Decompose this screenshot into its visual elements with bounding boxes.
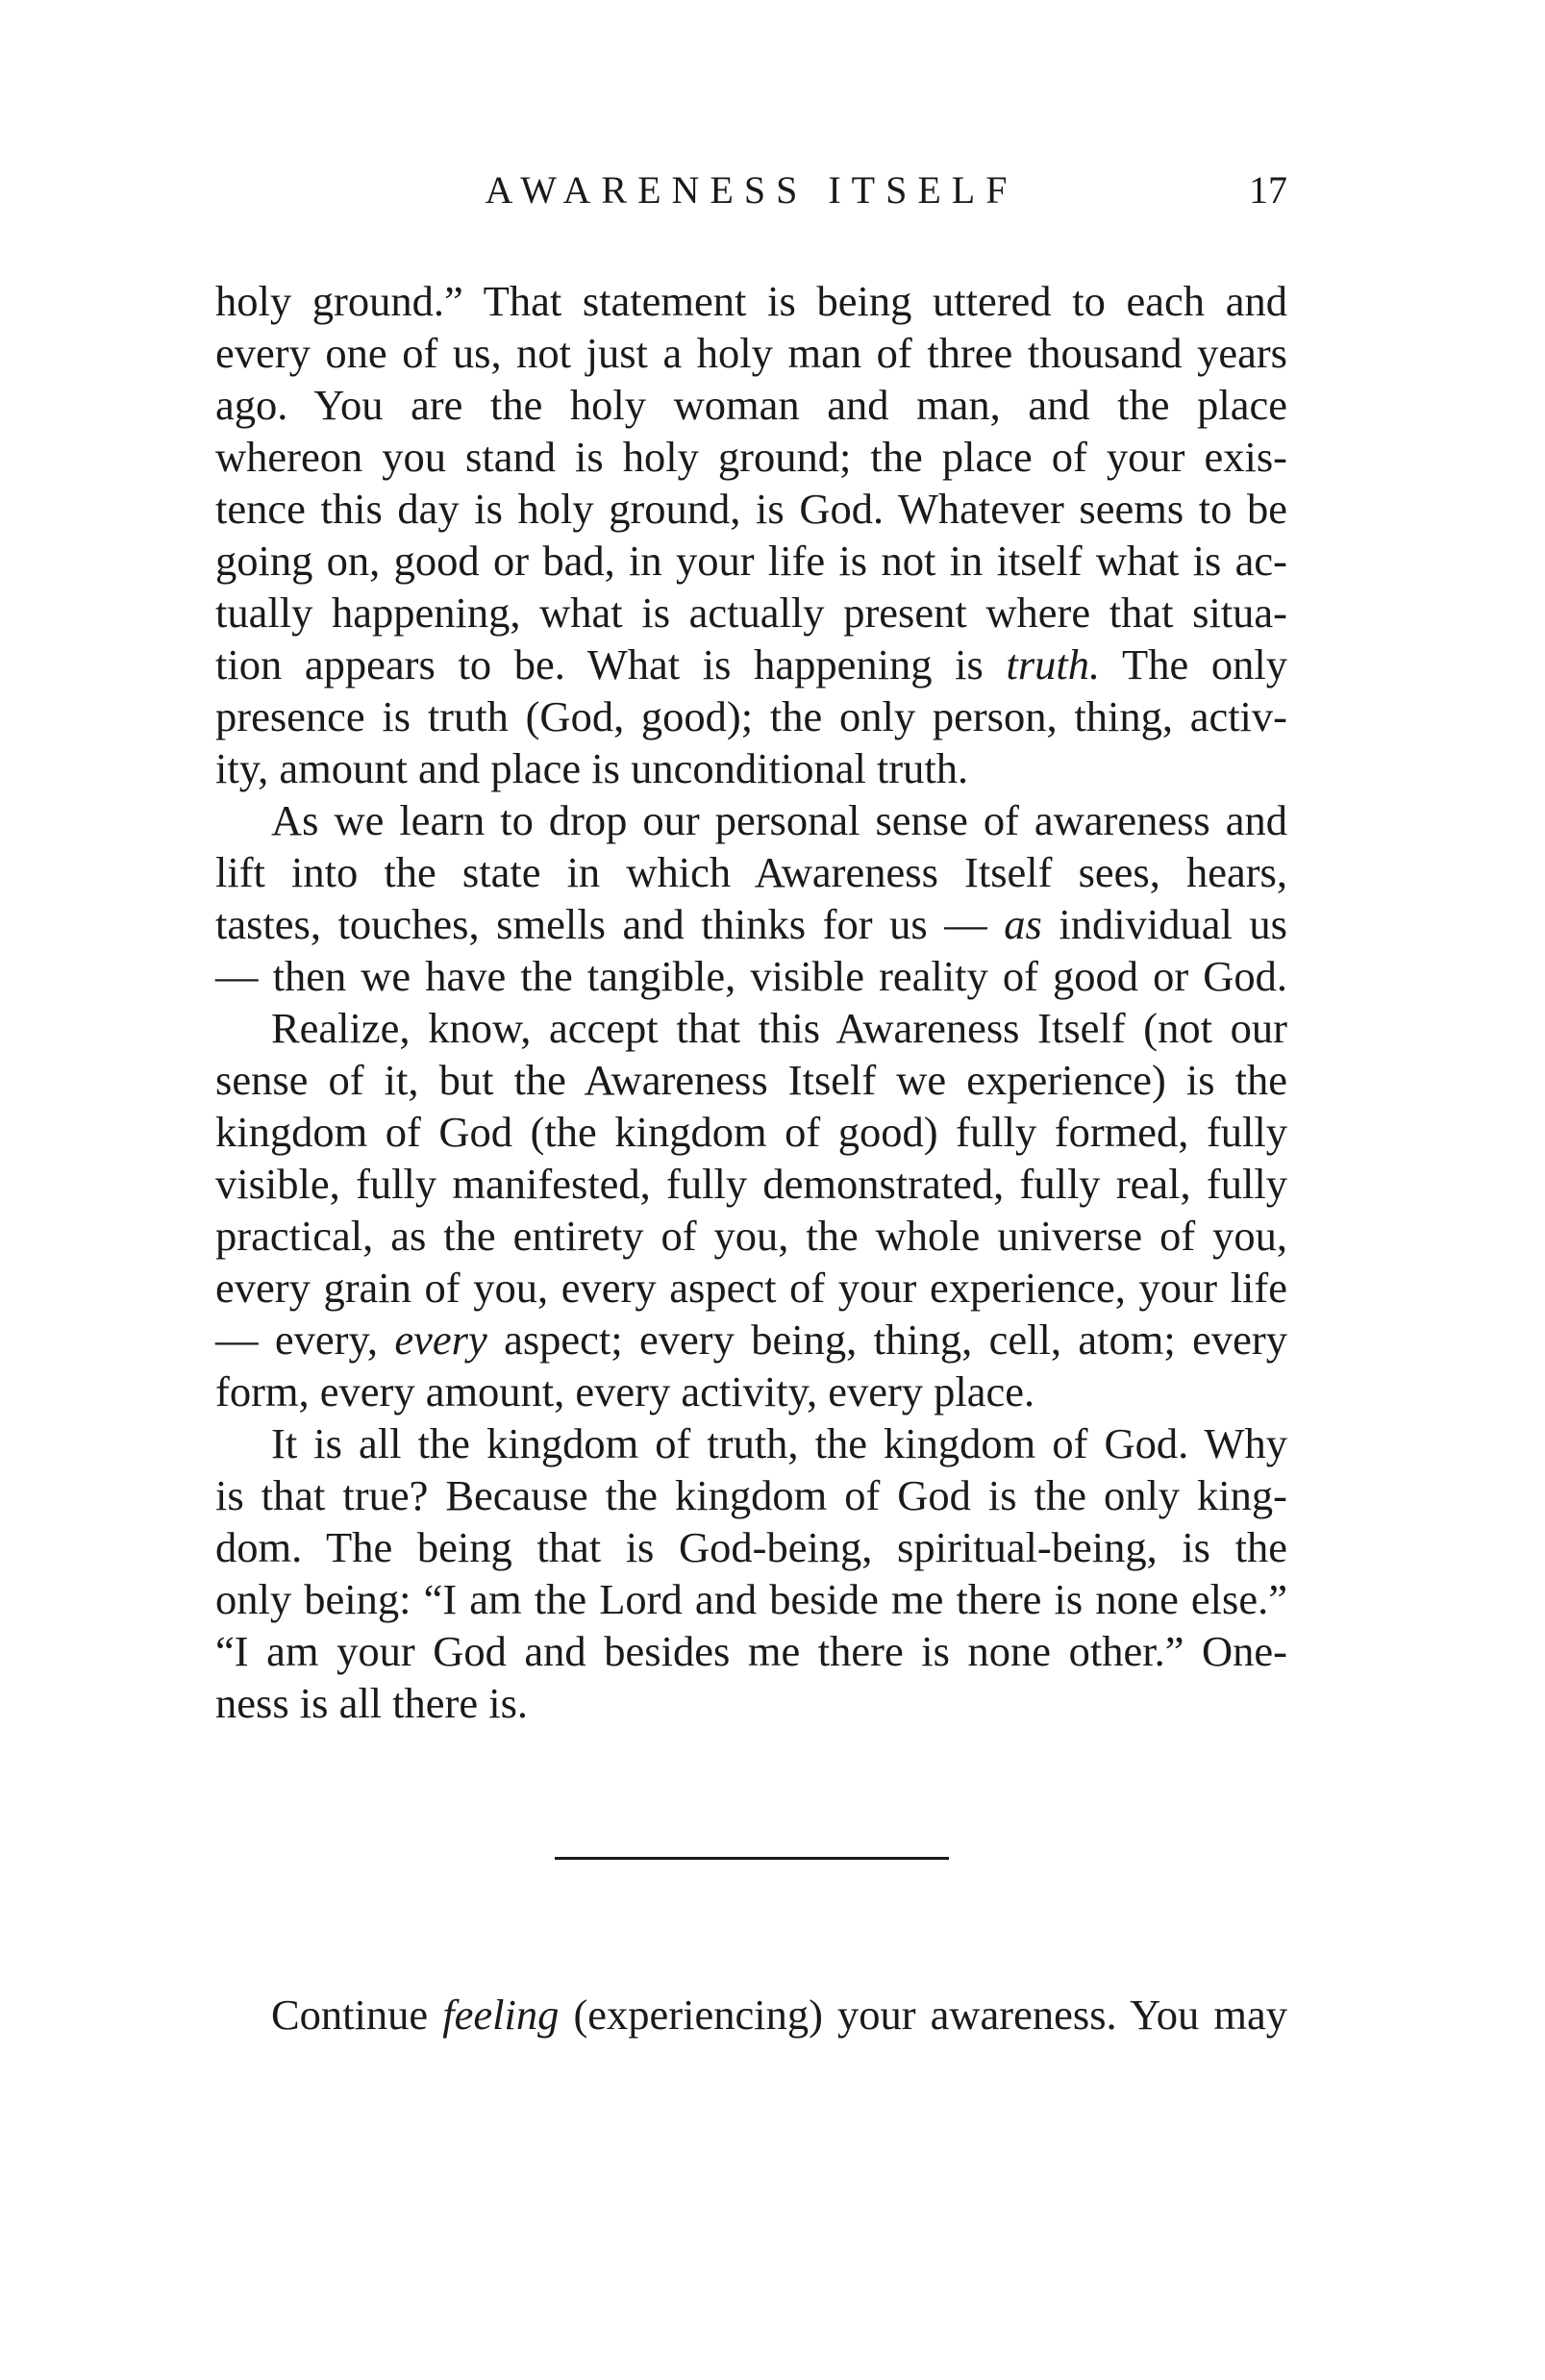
text-line: It is all the kingdom of truth, the kingdom of God. Why <box>271 1419 1287 1467</box>
page-number: 17 <box>1249 168 1287 212</box>
text-run: The only <box>1100 640 1287 689</box>
text-line <box>215 898 1287 950</box>
text-line: kingdom of God (the kingdom of good) fully formed, fully <box>215 1108 1287 1156</box>
text-run: aspect; every being, thing, cell, atom; every <box>486 1315 1288 1364</box>
text-line: every grain of you, every aspect of your experience, your life <box>215 1264 1287 1312</box>
text-line <box>215 1989 1287 2041</box>
body-text <box>215 275 1287 1729</box>
text-line: going on, good or bad, in your life is not in itself what is ac- <box>215 537 1287 585</box>
paragraph-3 <box>215 1002 1287 1417</box>
paragraph-1 <box>215 275 1287 794</box>
text-run: tion appears to be. What is happening is <box>215 640 1007 689</box>
section-divider <box>555 1857 949 1860</box>
text-line: dom. The being that is God-being, spiritual-being, is the <box>215 1523 1287 1571</box>
text-line: whereon you stand is holy ground; the place of your exis- <box>215 433 1287 481</box>
text-line: — then we have the tangible, visible reality of good or God. <box>215 952 1287 1000</box>
text-line: every one of us, not just a holy man of three thousand years <box>215 329 1287 377</box>
running-head <box>215 162 1287 219</box>
text-line <box>215 639 1287 690</box>
text-line: ness is all there is. <box>215 1679 529 1727</box>
text-run: Continue <box>271 1991 443 2039</box>
text-line: ago. You are the holy woman and man, and the place <box>215 381 1287 429</box>
text-line: lift into the state in which Awareness Itself sees, hears, <box>215 848 1287 896</box>
emphasis-text: feeling <box>442 1991 560 2039</box>
text-line: form, every amount, every activity, every place. <box>215 1367 1035 1415</box>
text-line: tually happening, what is actually present where that situa- <box>215 589 1287 637</box>
emphasis-text: as <box>1004 900 1042 948</box>
text-run: — every, <box>215 1315 395 1364</box>
text-line: presence is truth (God, good); the only person, thing, activ- <box>215 692 1287 740</box>
emphasis-text: every <box>394 1315 487 1364</box>
paragraph-2 <box>215 794 1287 1002</box>
text-line: only being: “I am the Lord and beside me there is none else.” <box>215 1575 1287 1623</box>
text-line: tence this day is holy ground, is God. Whatever seems to be <box>215 485 1287 533</box>
text-line: “I am your God and besides me there is none other.” One- <box>215 1627 1287 1675</box>
text-run: tastes, touches, smells and thinks for us — <box>215 900 1005 948</box>
text-line: visible, fully manifested, fully demonstrated, fully real, fully <box>215 1160 1287 1208</box>
text-run: (experiencing) your awareness. You may <box>559 1991 1287 2039</box>
text-line: sense of it, but the Awareness Itself we experience) is the <box>215 1056 1287 1104</box>
paragraph-4 <box>215 1417 1287 1729</box>
text-line: Realize, know, accept that this Awareness Itself (not our <box>271 1004 1287 1052</box>
text-line: ity, amount and place is unconditional truth. <box>215 744 969 792</box>
text-line: practical, as the entirety of you, the whole universe of you, <box>215 1212 1287 1260</box>
text-line <box>215 1314 1287 1365</box>
text-line: is that true? Because the kingdom of God is the only king- <box>215 1471 1287 1519</box>
running-title: AWARENESS ITSELF <box>485 168 1018 212</box>
next-section <box>215 1989 1287 2041</box>
text-run: individual us <box>1041 900 1287 948</box>
text-line: holy ground.” That statement is being uttered to each and <box>215 277 1287 325</box>
emphasis-text: truth. <box>1006 640 1101 689</box>
text-line: As we learn to drop our personal sense of awareness and <box>271 796 1287 844</box>
